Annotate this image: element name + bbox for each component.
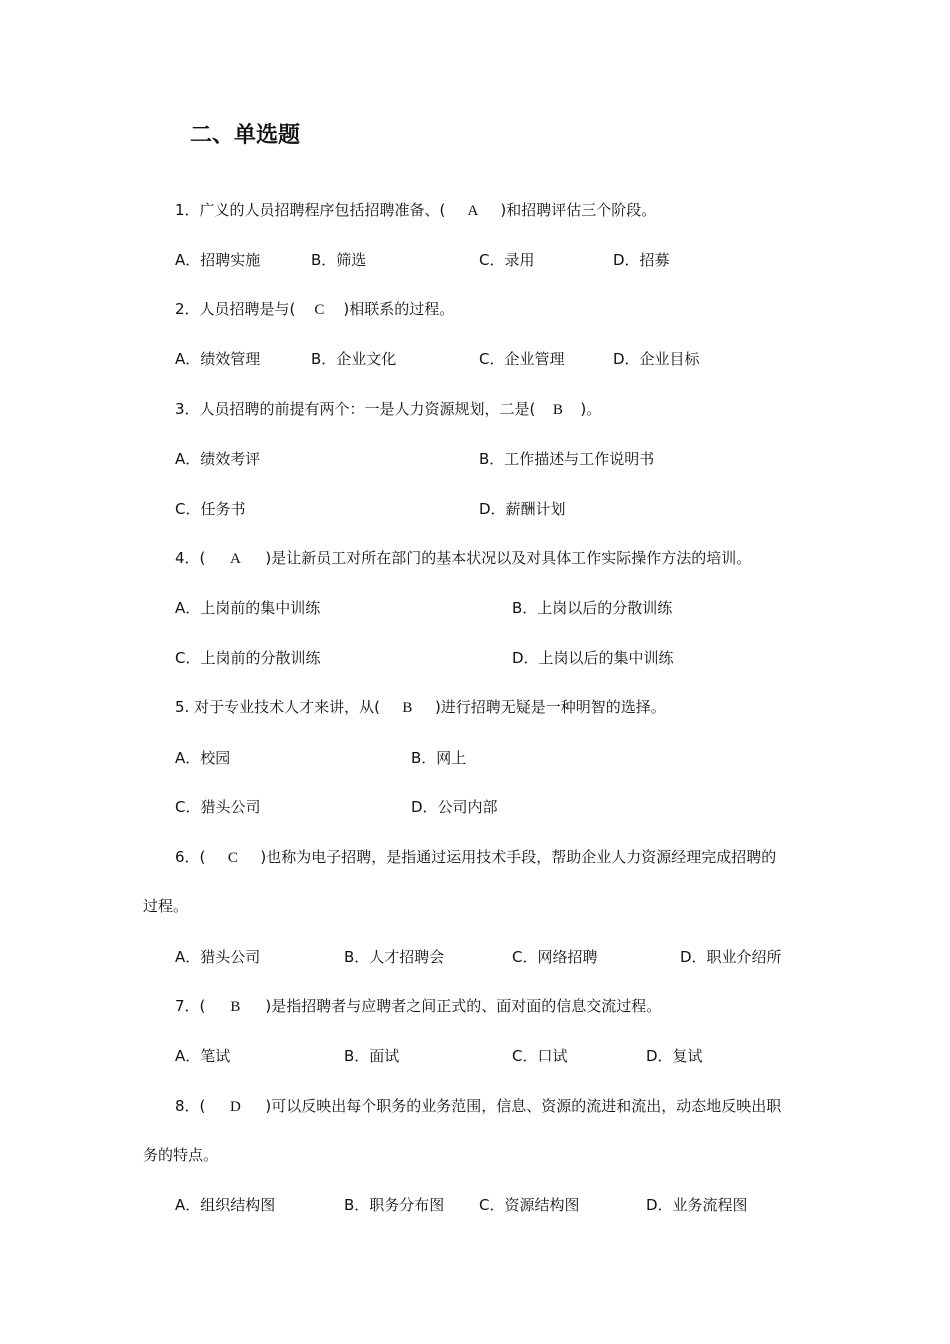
option: C．录用 <box>479 251 535 269</box>
question-8 <box>175 1096 781 1117</box>
option: C．网络招聘 <box>512 948 598 966</box>
option: D．上岗以后的集中训练 <box>512 649 674 667</box>
question-text: )。 <box>580 400 602 418</box>
question-text: )是指招聘者与应聘者之间正式的、面对面的信息交流过程。 <box>265 997 662 1015</box>
option: B．筛选 <box>311 251 367 269</box>
option: D．招募 <box>613 251 670 269</box>
option: C．猎头公司 <box>175 798 261 816</box>
option: A．猎头公司 <box>175 948 261 966</box>
answer: C <box>314 302 325 318</box>
option: B．网上 <box>411 749 467 767</box>
question-text: 5. 对于专业技术人才来讲，从( <box>175 698 380 716</box>
question-1 <box>175 200 656 221</box>
option: B．上岗以后的分散训练 <box>512 599 673 617</box>
option: A．校园 <box>175 749 231 767</box>
option: A．绩效管理 <box>175 350 261 368</box>
question-continuation: 务的特点。 <box>143 1146 219 1164</box>
option: D．公司内部 <box>411 798 498 816</box>
option: A．绩效考评 <box>175 450 261 468</box>
option: D．企业目标 <box>613 350 700 368</box>
option: B．企业文化 <box>311 350 397 368</box>
question-text: )和招聘评估三个阶段。 <box>500 201 657 219</box>
question-text: )相联系的过程。 <box>343 300 455 318</box>
answer: D <box>229 1099 241 1115</box>
question-text: )进行招聘无疑是一种明智的选择。 <box>434 698 666 716</box>
question-text: )也称为电子招聘，是指通过运用技术手段，帮助企业人力资源经理完成招聘的 <box>260 848 777 866</box>
question-text: )可以反映出每个职务的业务范围，信息、资源的流进和流出，动态地反映出职 <box>265 1097 782 1115</box>
answer: A <box>467 203 479 219</box>
answer: B <box>552 402 563 418</box>
question-7 <box>175 996 661 1017</box>
option: D．薪酬计划 <box>479 500 566 518</box>
option: A．上岗前的集中训练 <box>175 599 321 617</box>
option: D．职业介绍所 <box>680 948 782 966</box>
option: B．工作描述与工作说明书 <box>479 450 655 468</box>
question-text: 3．人员招聘的前提有两个：一是人力资源规划，二是( <box>175 400 536 418</box>
question-6 <box>175 847 776 868</box>
option: B．人才招聘会 <box>344 948 445 966</box>
option: A．笔试 <box>175 1047 231 1065</box>
option: B．面试 <box>344 1047 400 1065</box>
question-text: 6．( <box>175 848 206 866</box>
question-text: )是让新员工对所在部门的基本状况以及对具体工作实际操作方法的培训。 <box>265 549 752 567</box>
option: D．业务流程图 <box>646 1196 748 1214</box>
section-title: 二、单选题 <box>190 123 301 148</box>
question-text: 2．人员招聘是与( <box>175 300 296 318</box>
option: C．任务书 <box>175 500 246 518</box>
question-continuation: 过程。 <box>143 897 189 915</box>
answer: C <box>227 850 238 866</box>
option: C．企业管理 <box>479 350 565 368</box>
question-text: 4．( <box>175 549 206 567</box>
option: B．职务分布图 <box>344 1196 445 1214</box>
option: C．口试 <box>512 1047 568 1065</box>
question-3 <box>175 399 601 420</box>
question-text: 8．( <box>175 1097 206 1115</box>
question-4 <box>175 548 751 569</box>
question-text: 7．( <box>175 997 206 1015</box>
option: A．组织结构图 <box>175 1196 276 1214</box>
answer: B <box>402 700 413 716</box>
option: C．上岗前的分散训练 <box>175 649 321 667</box>
question-2 <box>175 299 454 320</box>
answer: B <box>230 999 241 1015</box>
question-text: 1．广义的人员招聘程序包括招聘准备、( <box>175 201 446 219</box>
option: C．资源结构图 <box>479 1196 580 1214</box>
option: A．招聘实施 <box>175 251 261 269</box>
question-5 <box>175 697 666 718</box>
answer: A <box>229 551 241 567</box>
option: D．复试 <box>646 1047 703 1065</box>
